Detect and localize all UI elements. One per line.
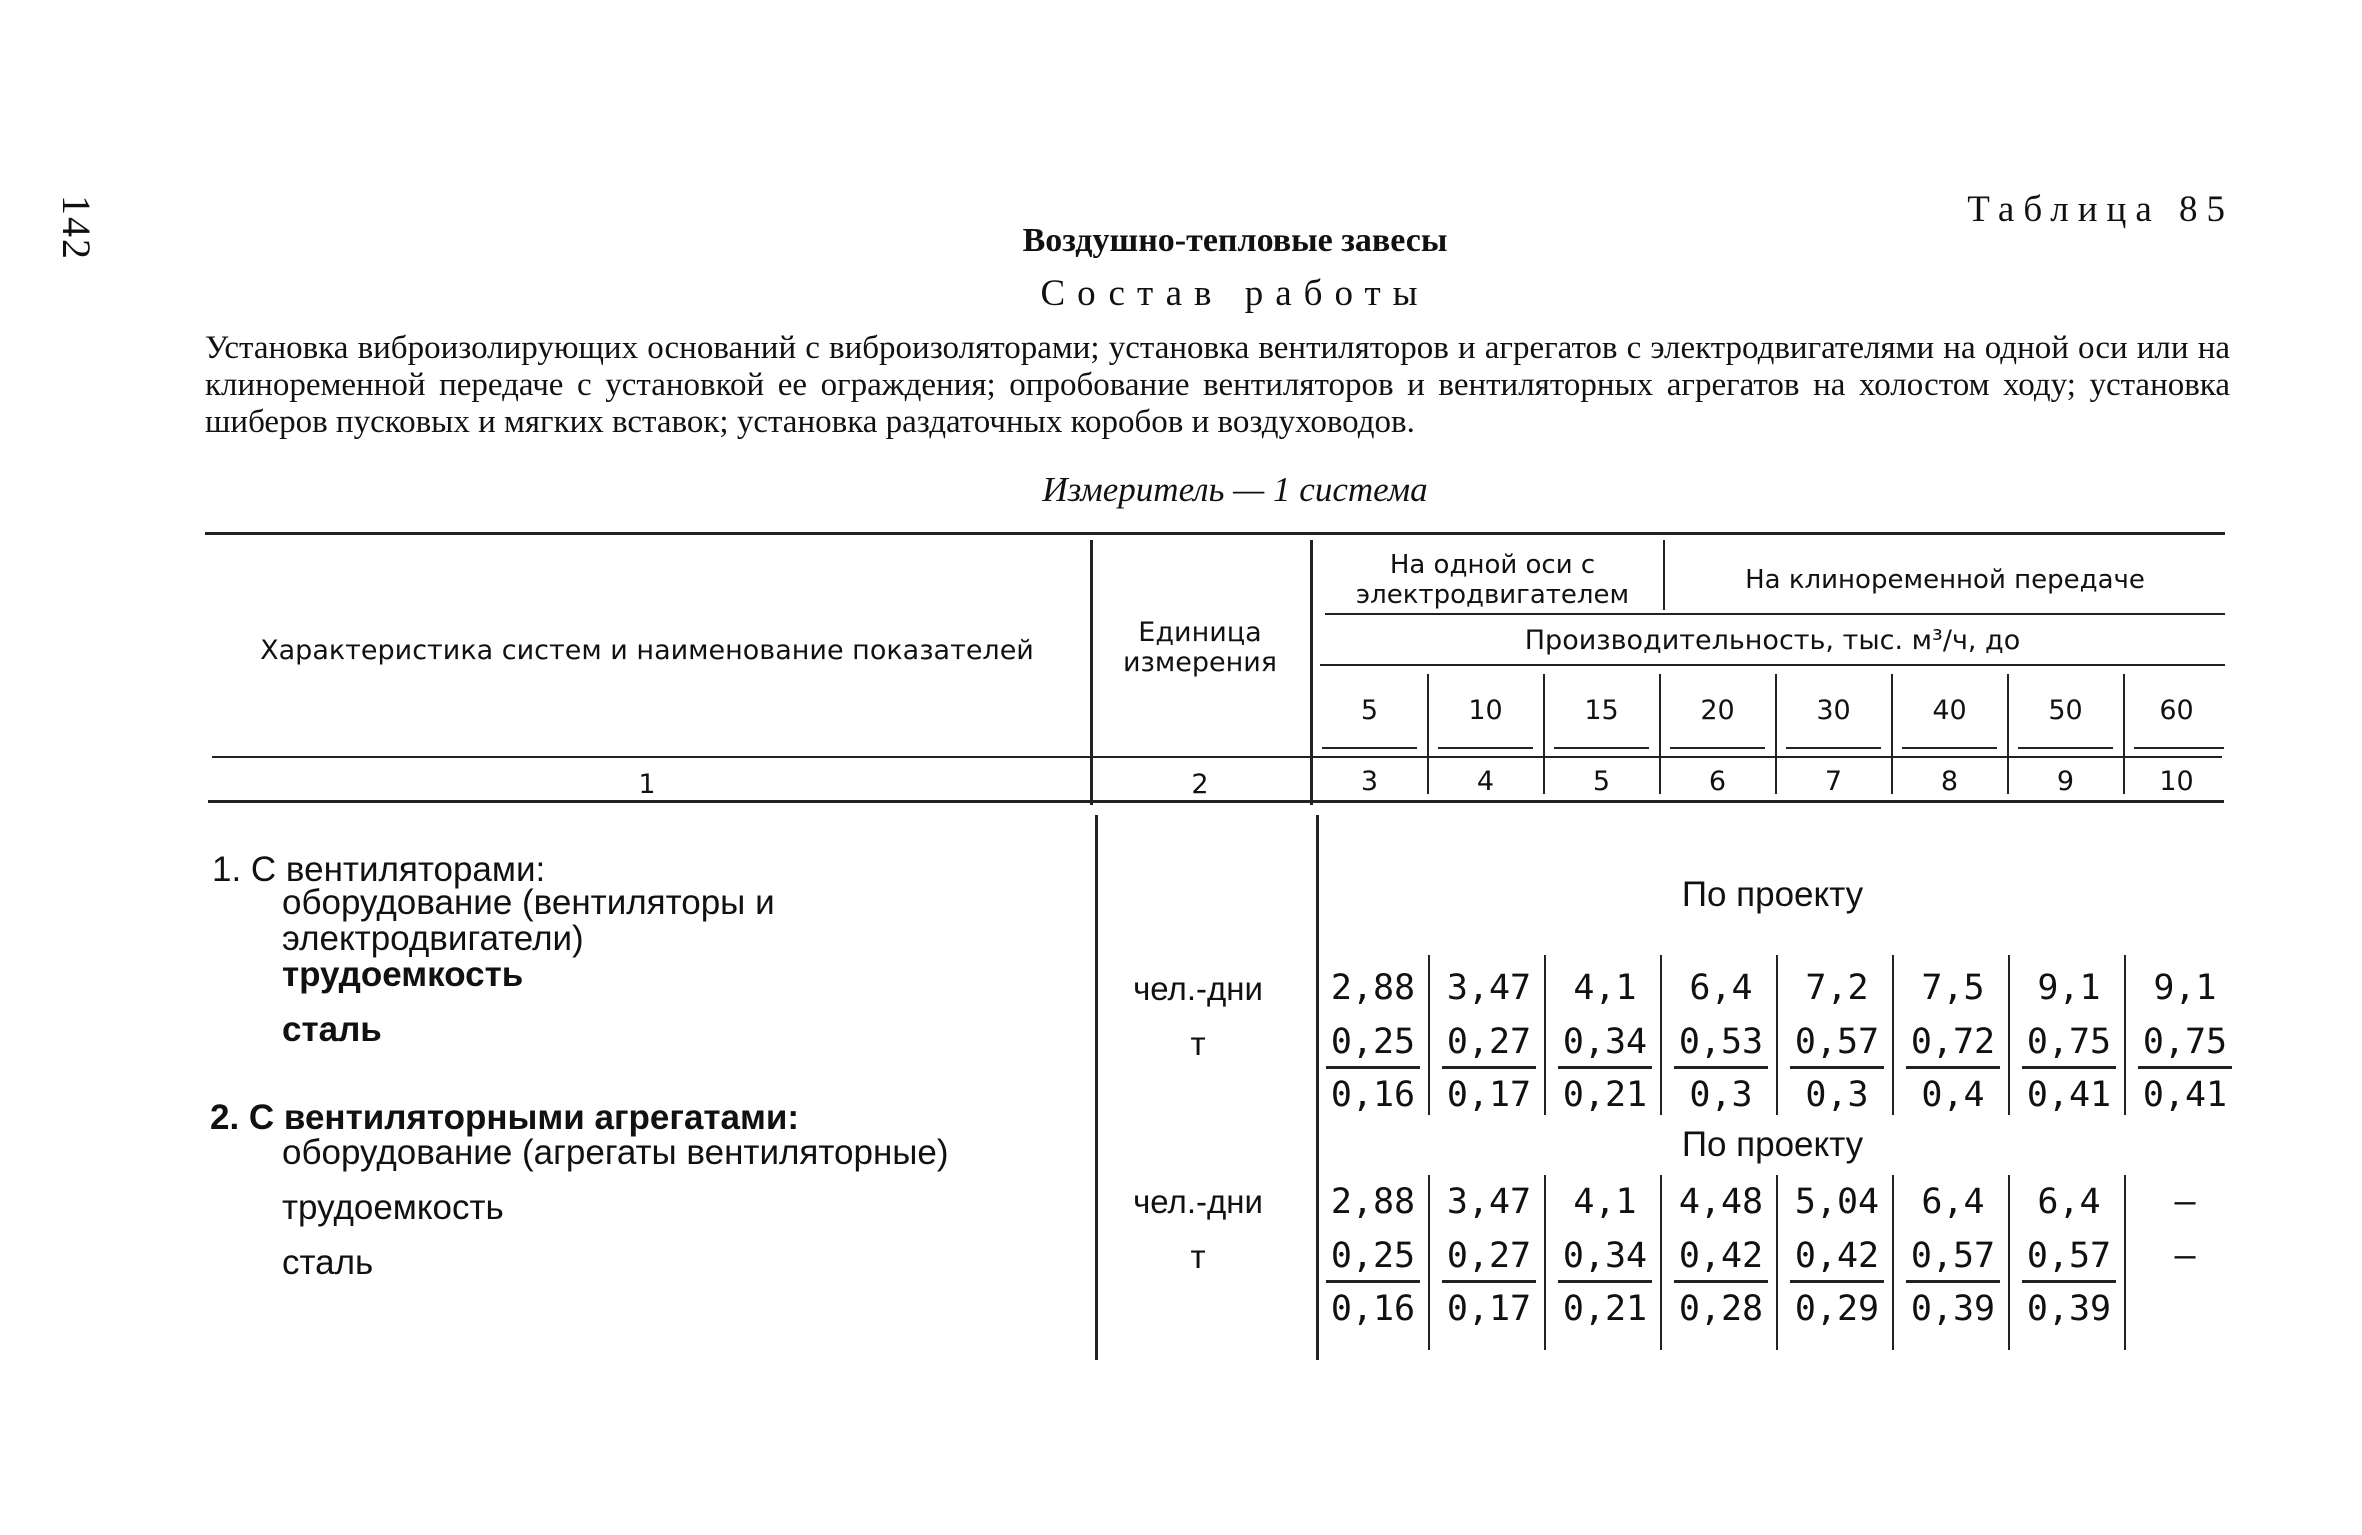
- steel-fraction: [1898, 1022, 2008, 1115]
- steel-denominator: 0,16: [1330, 1075, 1416, 1115]
- col-number-8: 8: [1940, 766, 1959, 797]
- labor-value: —: [2174, 1182, 2196, 1222]
- cap-rule-5: [1786, 747, 1881, 749]
- steel-denominator: 0,16: [1330, 1289, 1416, 1329]
- capacity-60: 60: [2159, 695, 2194, 726]
- composition-heading: Состав работы: [1040, 273, 1430, 314]
- labor-value: 7,5: [1921, 968, 1985, 1008]
- value-divider: [1660, 955, 1662, 1115]
- capacity-40: 40: [1932, 695, 1967, 726]
- table-label: Таблица 85: [1967, 189, 2234, 230]
- value-divider: [2124, 1175, 2126, 1350]
- col-number-7: 7: [1824, 766, 1843, 797]
- header-unit: Единица измерения: [1122, 617, 1278, 678]
- capacity-15: 15: [1584, 695, 1619, 726]
- col-number-6: 6: [1708, 766, 1727, 797]
- steel-denominator: 0,39: [2026, 1289, 2112, 1329]
- labor-value: 6,4: [1921, 1182, 1985, 1222]
- steel-fraction: [1318, 1022, 1428, 1115]
- section-1-steel-label: сталь: [282, 1010, 382, 1049]
- body-divider-1: [1095, 815, 1098, 1360]
- labor-value: 6,4: [2037, 1182, 2101, 1222]
- section-2-project-note: По проекту: [1681, 1125, 1864, 1164]
- steel-fraction: [2014, 1022, 2124, 1115]
- labor-value: 9,1: [2037, 968, 2101, 1008]
- steel-denominator: 0,21: [1562, 1075, 1648, 1115]
- steel-fraction: [1666, 1236, 1776, 1329]
- value-divider: [1776, 1175, 1778, 1350]
- steel-numerator: 0,27: [1442, 1022, 1536, 1069]
- steel-fraction: [1782, 1236, 1892, 1329]
- steel-denominator: 0,41: [2026, 1075, 2112, 1115]
- group-divider: [1663, 540, 1665, 610]
- meter-label: Измеритель — 1 система: [1042, 470, 1428, 509]
- col-number-5: 5: [1592, 766, 1611, 797]
- steel-numerator: 0,42: [1790, 1236, 1884, 1283]
- section-2-labor-unit: чел.-дни: [1133, 1183, 1263, 1220]
- steel-numerator: 0,75: [2022, 1022, 2116, 1069]
- steel-fraction: [1434, 1236, 1544, 1329]
- steel-numerator: —: [2174, 1236, 2196, 1276]
- capacity-rule: [1320, 664, 2225, 666]
- header-one-axis: На одной оси с электродвигателем: [1355, 550, 1630, 610]
- section-2-steel-label: сталь: [282, 1243, 374, 1282]
- steel-fraction: [1318, 1236, 1428, 1329]
- steel-fraction: [1550, 1236, 1660, 1329]
- cap-rule-3: [1554, 747, 1649, 749]
- steel-numerator: 0,72: [1906, 1022, 2000, 1069]
- section-1-title: 1. С вентиляторами:: [212, 850, 546, 889]
- capacity-20: 20: [1700, 695, 1735, 726]
- cap-rule-1: [1322, 747, 1417, 749]
- labor-value: 3,47: [1446, 1182, 1532, 1222]
- header-capacity: Производительность, тыс. м³/ч, до: [1524, 625, 2021, 656]
- steel-numerator: 0,57: [1906, 1236, 2000, 1283]
- steel-denominator: 0,17: [1446, 1075, 1532, 1115]
- value-divider: [1660, 1175, 1662, 1350]
- section-1-steel-unit: т: [1190, 1025, 1206, 1062]
- labor-value: 3,47: [1446, 968, 1532, 1008]
- cap-rule-8: [2134, 747, 2224, 749]
- steel-numerator: 0,42: [1674, 1236, 1768, 1283]
- cap-rule-6: [1902, 747, 1997, 749]
- section-2-equipment: оборудование (агрегаты вентиляторные): [282, 1133, 949, 1172]
- col-number-10: 10: [2159, 766, 2194, 797]
- section-1-labor-unit: чел.-дни: [1133, 970, 1263, 1007]
- steel-denominator: 0,3: [1689, 1075, 1753, 1115]
- value-divider: [2008, 955, 2010, 1115]
- labor-value: 4,1: [1573, 1182, 1637, 1222]
- steel-denominator: [2130, 1280, 2240, 1326]
- cap-rule-4: [1670, 747, 1765, 749]
- steel-fraction: [1550, 1022, 1660, 1115]
- steel-denominator: 0,39: [1910, 1289, 1996, 1329]
- section-2-title: 2. С вентиляторными агрегатами:: [210, 1098, 800, 1137]
- table-top-rule: [205, 532, 2225, 535]
- value-divider: [1892, 1175, 1894, 1350]
- value-divider: [1776, 955, 1778, 1115]
- steel-fraction: [1782, 1022, 1892, 1115]
- col-divider-1: [1090, 540, 1093, 805]
- numbers-bottom-rule: [208, 800, 2224, 803]
- value-divider: [2008, 1175, 2010, 1350]
- col-number-2: 2: [1191, 769, 1209, 800]
- steel-denominator: 0,4: [1921, 1075, 1985, 1115]
- steel-denominator: 0,21: [1562, 1289, 1648, 1329]
- labor-value: 5,04: [1794, 1182, 1880, 1222]
- labor-value: 2,88: [1330, 1182, 1416, 1222]
- value-divider: [1428, 955, 1430, 1115]
- labor-value: 4,48: [1678, 1182, 1764, 1222]
- work-description: Установка виброизолирующих оснований с виброизоляторами; установка вентиляторов и агрегатов с электродвигателями на одной оси или на клиноременной передаче с установкой ее ограждения; опробование вентиляторов и вентиляторных агрегатов на холостом ходу; установка шиберов пусковых и мягких вставок; установка раздаточных коробов и воздуховодов.: [205, 330, 2230, 440]
- section-2-steel-unit: т: [1190, 1238, 1206, 1275]
- steel-numerator: 0,34: [1558, 1022, 1652, 1069]
- value-divider: [1892, 955, 1894, 1115]
- header-belt-drive: На клиноременной передаче: [1745, 565, 2145, 595]
- steel-numerator: 0,25: [1326, 1022, 1420, 1069]
- capacity-50: 50: [2048, 695, 2083, 726]
- steel-denominator: 0,29: [1794, 1289, 1880, 1329]
- steel-numerator: 0,57: [1790, 1022, 1884, 1069]
- value-divider: [1428, 1175, 1430, 1350]
- value-divider: [1544, 1175, 1546, 1350]
- col-divider-2: [1310, 540, 1313, 805]
- col-number-9: 9: [2056, 766, 2075, 797]
- steel-denominator: 0,28: [1678, 1289, 1764, 1329]
- steel-numerator: 0,34: [1558, 1236, 1652, 1283]
- header-characteristic: Характеристика систем и наименование показателей: [260, 635, 1034, 666]
- header-bottom-rule: [212, 756, 2222, 758]
- section-1-labor-label: трудоемкость: [282, 955, 524, 994]
- col-number-3: 3: [1360, 766, 1379, 797]
- cap-rule-7: [2018, 747, 2113, 749]
- capacity-5: 5: [1360, 695, 1379, 726]
- col-number-4: 4: [1476, 766, 1495, 797]
- steel-fraction: [1898, 1236, 2008, 1329]
- labor-value: 4,1: [1573, 968, 1637, 1008]
- steel-denominator: 0,41: [2142, 1075, 2228, 1115]
- value-divider: [1544, 955, 1546, 1115]
- cap-rule-2: [1438, 747, 1533, 749]
- labor-value: 7,2: [1805, 968, 1869, 1008]
- steel-numerator: 0,53: [1674, 1022, 1768, 1069]
- page-title: Воздушно-тепловые завесы: [1022, 222, 1448, 259]
- steel-numerator: 0,75: [2138, 1022, 2232, 1069]
- steel-numerator: 0,25: [1326, 1236, 1420, 1283]
- section-1-equipment: оборудование (вентиляторы и электродвигатели): [282, 883, 775, 958]
- steel-fraction: [2130, 1022, 2240, 1115]
- section-2-labor-label: трудоемкость: [282, 1188, 504, 1227]
- steel-fraction: [2014, 1236, 2124, 1329]
- steel-numerator: 0,27: [1442, 1236, 1536, 1283]
- steel-fraction: [2130, 1236, 2240, 1326]
- steel-fraction: [1666, 1022, 1776, 1115]
- steel-denominator: 0,3: [1805, 1075, 1869, 1115]
- col-number-1: 1: [638, 769, 656, 800]
- page-number: 142: [54, 195, 99, 261]
- capacity-30: 30: [1816, 695, 1851, 726]
- labor-value: 9,1: [2153, 968, 2217, 1008]
- labor-value: 6,4: [1689, 968, 1753, 1008]
- capacity-10: 10: [1468, 695, 1503, 726]
- value-divider: [2124, 955, 2126, 1115]
- steel-denominator: 0,17: [1446, 1289, 1532, 1329]
- labor-value: 2,88: [1330, 968, 1416, 1008]
- steel-fraction: [1434, 1022, 1544, 1115]
- group-rule: [1325, 613, 2225, 615]
- section-1-project-note: По проекту: [1681, 875, 1864, 914]
- steel-numerator: 0,57: [2022, 1236, 2116, 1283]
